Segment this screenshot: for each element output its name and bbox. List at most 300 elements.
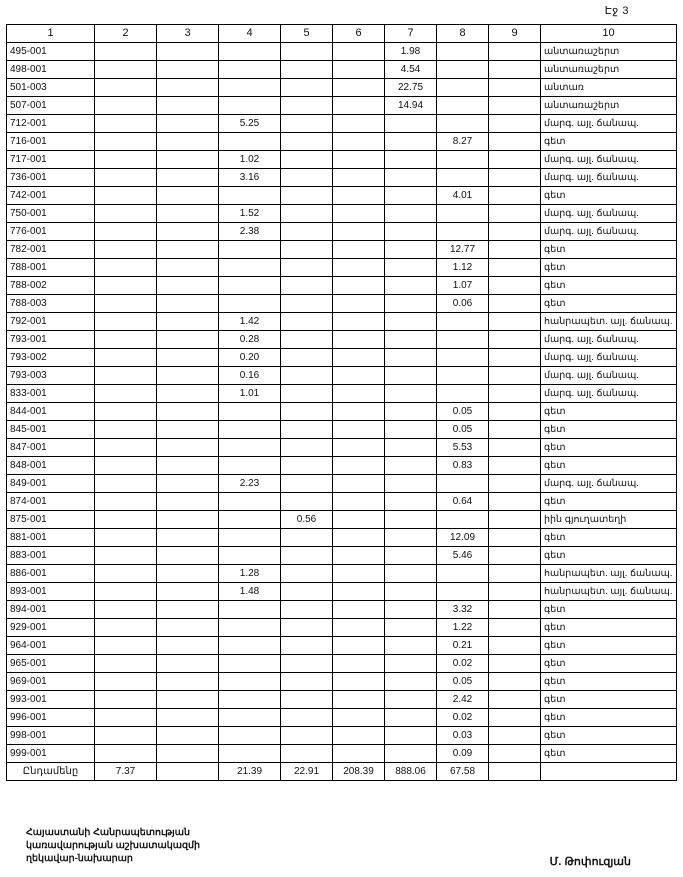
table-cell: 0.05 (437, 421, 489, 439)
table-cell (489, 565, 541, 583)
table-cell: 1.48 (219, 583, 281, 601)
table-cell (489, 349, 541, 367)
table-cell (385, 745, 437, 763)
table-row (7, 403, 677, 421)
table-cell (281, 133, 333, 151)
table-cell (281, 97, 333, 115)
table-cell: 1.28 (219, 565, 281, 583)
table-cell (385, 133, 437, 151)
table-cell: անտառ (541, 79, 677, 97)
table-cell: 965-001 (7, 655, 95, 673)
table-cell (385, 493, 437, 511)
table-cell (219, 727, 281, 745)
table-cell: 993-001 (7, 691, 95, 709)
table-header (7, 25, 677, 43)
table-total-cell (157, 763, 219, 781)
table-cell (489, 43, 541, 61)
table-cell (157, 349, 219, 367)
table-cell (489, 655, 541, 673)
table-cell: 1.02 (219, 151, 281, 169)
table-row (7, 187, 677, 205)
table-row (7, 709, 677, 727)
table-cell (333, 673, 385, 691)
table-cell (489, 457, 541, 475)
table-cell (489, 673, 541, 691)
table-cell (219, 97, 281, 115)
table-cell (95, 565, 157, 583)
table-cell: 5.25 (219, 115, 281, 133)
table-cell (489, 493, 541, 511)
table-cell (333, 691, 385, 709)
table-cell (489, 529, 541, 547)
table-cell: 848-001 (7, 457, 95, 475)
table-cell (489, 187, 541, 205)
table-cell (385, 619, 437, 637)
table-cell (157, 133, 219, 151)
table-cell (219, 547, 281, 565)
table-cell: 792-001 (7, 313, 95, 331)
table-cell (385, 169, 437, 187)
table-cell: գետ (541, 601, 677, 619)
table-cell (281, 259, 333, 277)
table-cell: 12.09 (437, 529, 489, 547)
table-cell (489, 313, 541, 331)
table-cell: գետ (541, 421, 677, 439)
table-cell (281, 169, 333, 187)
table-cell: գետ (541, 187, 677, 205)
table-cell (489, 619, 541, 637)
table-cell (281, 223, 333, 241)
table-row (7, 475, 677, 493)
table-cell (95, 205, 157, 223)
table-row (7, 673, 677, 691)
table-cell (385, 151, 437, 169)
table-cell (333, 223, 385, 241)
table-cell: գետ (541, 709, 677, 727)
table-cell: 793-002 (7, 349, 95, 367)
table-cell (489, 583, 541, 601)
table-cell: 3.16 (219, 169, 281, 187)
table-cell: 998-001 (7, 727, 95, 745)
table-cell (333, 115, 385, 133)
table-cell (489, 403, 541, 421)
table-cell (281, 745, 333, 763)
table-cell (219, 619, 281, 637)
table-cell (333, 547, 385, 565)
table-cell (281, 727, 333, 745)
table-cell (489, 169, 541, 187)
table-cell (385, 547, 437, 565)
table-cell: 893-001 (7, 583, 95, 601)
table-cell: 1.42 (219, 313, 281, 331)
table-cell: գետ (541, 655, 677, 673)
table-cell (489, 511, 541, 529)
page-number-label: Էջ 3 (604, 5, 629, 17)
table-cell: գետ (541, 619, 677, 637)
table-cell (157, 745, 219, 763)
table-cell (333, 331, 385, 349)
table-cell: 1.12 (437, 259, 489, 277)
table-cell (95, 313, 157, 331)
table-cell: գետ (541, 259, 677, 277)
table-cell (333, 619, 385, 637)
table-row (7, 313, 677, 331)
table-cell (437, 313, 489, 331)
table-cell: 717-001 (7, 151, 95, 169)
table-cell (333, 403, 385, 421)
table-cell (489, 385, 541, 403)
table-cell (157, 619, 219, 637)
table-row (7, 205, 677, 223)
table-cell (385, 277, 437, 295)
table-cell: 4.54 (385, 61, 437, 79)
table-cell (333, 709, 385, 727)
table-cell (333, 133, 385, 151)
table-cell: 1.98 (385, 43, 437, 61)
table-cell (385, 511, 437, 529)
table-cell (219, 511, 281, 529)
table-cell: 3.32 (437, 601, 489, 619)
table-row (7, 619, 677, 637)
table-cell: 1.52 (219, 205, 281, 223)
table-cell (489, 241, 541, 259)
table-cell: 788-001 (7, 259, 95, 277)
table-cell: գետ (541, 493, 677, 511)
table-cell (95, 169, 157, 187)
table-cell (95, 133, 157, 151)
table-row (7, 61, 677, 79)
table-row (7, 727, 677, 745)
table-cell: 883-001 (7, 547, 95, 565)
table-cell (95, 511, 157, 529)
table-cell (95, 241, 157, 259)
table-cell (95, 547, 157, 565)
table-cell (157, 367, 219, 385)
table-cell (95, 709, 157, 727)
table-row (7, 259, 677, 277)
table-total-cell: 21.39 (219, 763, 281, 781)
table-row (7, 241, 677, 259)
table-cell (281, 295, 333, 313)
table-cell (333, 79, 385, 97)
table-header-row (7, 25, 677, 43)
table-cell (95, 115, 157, 133)
table-cell (281, 655, 333, 673)
table-cell: 0.02 (437, 655, 489, 673)
table-cell (157, 43, 219, 61)
table-cell (333, 205, 385, 223)
table-cell: մարգ. այլ. ճանապ. (541, 205, 677, 223)
table-cell (333, 349, 385, 367)
table-cell: 844-001 (7, 403, 95, 421)
table-cell: 742-001 (7, 187, 95, 205)
table-cell (489, 439, 541, 457)
table-cell (281, 43, 333, 61)
table-cell: 0.28 (219, 331, 281, 349)
table-cell: մարգ. այլ. ճանապ. (541, 475, 677, 493)
table-cell (95, 457, 157, 475)
table-total-cell (541, 763, 677, 781)
table-cell (157, 151, 219, 169)
table-cell (95, 691, 157, 709)
table-row (7, 385, 677, 403)
table-cell (157, 727, 219, 745)
table-cell (157, 187, 219, 205)
table-cell: 22.75 (385, 79, 437, 97)
table-total-cell: Ընդամենը (7, 763, 95, 781)
table-cell: 4.01 (437, 187, 489, 205)
table-cell (437, 43, 489, 61)
column-header-4: 4 (219, 25, 281, 43)
table-cell (281, 241, 333, 259)
table-cell (385, 727, 437, 745)
table-cell (333, 295, 385, 313)
table-cell (157, 385, 219, 403)
table-cell (157, 439, 219, 457)
table-total-cell: 888.06 (385, 763, 437, 781)
table-cell (437, 331, 489, 349)
table-cell: 929-001 (7, 619, 95, 637)
table-cell: գետ (541, 745, 677, 763)
table-total-cell: 22.91 (281, 763, 333, 781)
table-cell (219, 79, 281, 97)
table-cell (281, 367, 333, 385)
table-cell (489, 475, 541, 493)
table-cell (219, 493, 281, 511)
table-cell: 2.23 (219, 475, 281, 493)
table-cell: գետ (541, 133, 677, 151)
table-cell (219, 457, 281, 475)
table-cell (281, 187, 333, 205)
table-cell (219, 421, 281, 439)
table-cell (219, 403, 281, 421)
table-row (7, 691, 677, 709)
table-cell (95, 79, 157, 97)
signature-name: Մ. Թոփուզյան (549, 856, 631, 868)
table-cell (489, 79, 541, 97)
table-row (7, 349, 677, 367)
table-cell (333, 367, 385, 385)
table-cell (219, 259, 281, 277)
table-cell (219, 241, 281, 259)
table-row (7, 151, 677, 169)
table-cell: 874-001 (7, 493, 95, 511)
table-cell (385, 709, 437, 727)
table-cell (281, 79, 333, 97)
table-cell: մարգ. այլ. ճանապ. (541, 223, 677, 241)
table-row (7, 439, 677, 457)
table-row (7, 745, 677, 763)
table-cell: 788-002 (7, 277, 95, 295)
table-cell: 845-001 (7, 421, 95, 439)
table-cell (95, 61, 157, 79)
table-cell: 969-001 (7, 673, 95, 691)
table-cell (437, 97, 489, 115)
table-cell (437, 151, 489, 169)
table-cell: մարգ. այլ. ճանապ. (541, 367, 677, 385)
column-header-2: 2 (95, 25, 157, 43)
table-cell (157, 709, 219, 727)
land-registry-table (6, 24, 677, 781)
table-cell: 736-001 (7, 169, 95, 187)
table-cell (385, 259, 437, 277)
table-cell: 0.16 (219, 367, 281, 385)
table-cell (489, 97, 541, 115)
column-header-5: 5 (281, 25, 333, 43)
table-cell (333, 601, 385, 619)
table-cell: գետ (541, 295, 677, 313)
table-cell (489, 61, 541, 79)
table-cell: 0.21 (437, 637, 489, 655)
table-cell: գետ (541, 277, 677, 295)
footer-line-3: ղեկավար-նախարար (26, 853, 133, 864)
table-cell (219, 673, 281, 691)
table-cell (219, 43, 281, 61)
table-cell: 0.05 (437, 673, 489, 691)
table-cell (95, 277, 157, 295)
table-row (7, 583, 677, 601)
table-cell (489, 133, 541, 151)
table-cell (157, 403, 219, 421)
table-cell (437, 223, 489, 241)
table-cell (281, 421, 333, 439)
table-cell (219, 691, 281, 709)
table-cell (281, 457, 333, 475)
table-cell (437, 511, 489, 529)
column-header-1: 1 (7, 25, 95, 43)
table-cell: գետ (541, 403, 677, 421)
table-cell: 964-001 (7, 637, 95, 655)
table-cell (385, 691, 437, 709)
table-cell (219, 133, 281, 151)
table-cell: 894-001 (7, 601, 95, 619)
table-cell: 12.77 (437, 241, 489, 259)
table-cell (489, 115, 541, 133)
table-cell (333, 421, 385, 439)
table-cell: գետ (541, 691, 677, 709)
table-cell (157, 511, 219, 529)
table-cell (281, 313, 333, 331)
table-cell: 712-001 (7, 115, 95, 133)
table-cell: 886-001 (7, 565, 95, 583)
table-row (7, 97, 677, 115)
table-cell (333, 475, 385, 493)
table-cell (489, 547, 541, 565)
table-row (7, 547, 677, 565)
table-cell: 2.42 (437, 691, 489, 709)
table-cell (281, 673, 333, 691)
table-cell: անտառաշերտ (541, 97, 677, 115)
table-cell: 8.27 (437, 133, 489, 151)
table-row (7, 421, 677, 439)
table-cell: անտառաշերտ (541, 43, 677, 61)
table-cell (385, 187, 437, 205)
table-cell: մարգ. այլ. ճանապ. (541, 331, 677, 349)
table-cell (489, 637, 541, 655)
table-cell: 833-001 (7, 385, 95, 403)
footer-line-2: կառավարության աշխատակազմի (26, 840, 201, 851)
table-row (7, 295, 677, 313)
table-cell (281, 277, 333, 295)
table-cell (333, 151, 385, 169)
table-cell (489, 295, 541, 313)
table-row (7, 115, 677, 133)
table-cell: գետ (541, 727, 677, 745)
table-cell (489, 691, 541, 709)
table-cell (157, 331, 219, 349)
table-cell (489, 205, 541, 223)
table-cell (157, 115, 219, 133)
table-cell (157, 295, 219, 313)
table-total-cell: 208.39 (333, 763, 385, 781)
column-header-6: 6 (333, 25, 385, 43)
table-cell (281, 349, 333, 367)
table-cell (219, 601, 281, 619)
table-cell (281, 115, 333, 133)
table-cell (333, 277, 385, 295)
table-cell (157, 655, 219, 673)
table-cell (437, 475, 489, 493)
table-cell: գետ (541, 439, 677, 457)
table-cell (437, 169, 489, 187)
table-total-cell (489, 763, 541, 781)
table-cell (95, 727, 157, 745)
table-cell (333, 259, 385, 277)
table-cell (281, 583, 333, 601)
table-cell (333, 169, 385, 187)
table-cell (157, 205, 219, 223)
table-cell (157, 547, 219, 565)
table-cell (95, 673, 157, 691)
table-cell: 999-001 (7, 745, 95, 763)
table-row (7, 133, 677, 151)
table-cell: 881-001 (7, 529, 95, 547)
table-cell (219, 439, 281, 457)
table-row (7, 367, 677, 385)
table-cell (95, 97, 157, 115)
table-row (7, 331, 677, 349)
table-row (7, 43, 677, 61)
table-cell: 0.05 (437, 403, 489, 421)
table-cell: մարգ. այլ. ճանապ. (541, 151, 677, 169)
table-cell (489, 727, 541, 745)
table-cell: 793-003 (7, 367, 95, 385)
table-cell: հանրապետ. այլ. ճանապ. (541, 565, 677, 583)
table-cell (157, 601, 219, 619)
table-cell (489, 367, 541, 385)
table-total-cell: 67.58 (437, 763, 489, 781)
column-header-8: 8 (437, 25, 489, 43)
table-cell (219, 637, 281, 655)
table-cell (333, 529, 385, 547)
table-cell (385, 583, 437, 601)
table-cell (157, 691, 219, 709)
table-cell (333, 511, 385, 529)
table-cell (157, 97, 219, 115)
table-cell (333, 187, 385, 205)
table-cell (281, 331, 333, 349)
table-cell (157, 457, 219, 475)
table-cell: 2.38 (219, 223, 281, 241)
table-cell (385, 313, 437, 331)
table-cell (489, 277, 541, 295)
table-cell (385, 115, 437, 133)
table-row (7, 565, 677, 583)
column-header-9: 9 (489, 25, 541, 43)
table-cell (95, 259, 157, 277)
table-cell (281, 61, 333, 79)
table-cell (157, 313, 219, 331)
